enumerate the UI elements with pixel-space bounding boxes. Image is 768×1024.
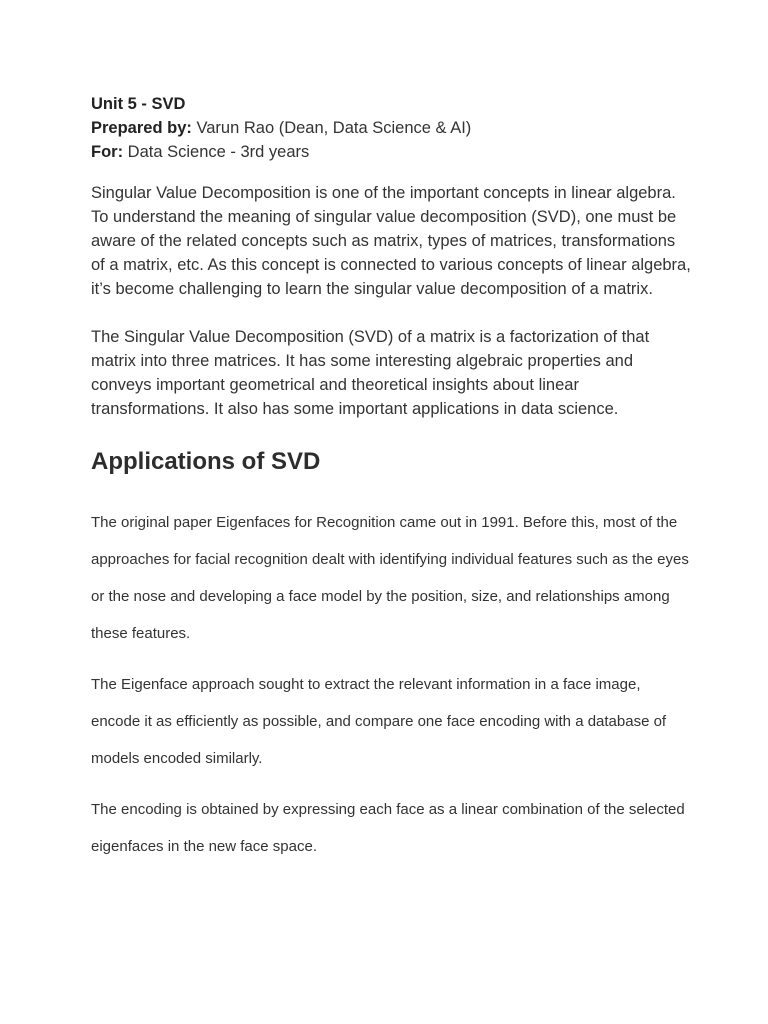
intro-paragraph-2: The Singular Value Decomposition (SVD) of a matrix is a factorization of that matrix into three matrices. It has some interesting algebraic properties and conveys important geometrical and theoretical insights about linear transformations. It also has some important applications in data science. bbox=[91, 328, 650, 418]
audience-value: Data Science - 3rd years bbox=[123, 143, 310, 161]
unit-title-line bbox=[91, 92, 691, 116]
prepared-by-value: Varun Rao (Dean, Data Science & AI) bbox=[191, 119, 472, 137]
unit-title: Unit 5 - SVD bbox=[91, 95, 186, 113]
audience-label: For: bbox=[91, 143, 124, 161]
applications-paragraph-3: The encoding is obtained by expressing each face as a linear combination of the selected eigenfaces in the new face space. bbox=[91, 801, 685, 855]
applications-paragraph-1: The original paper Eigenfaces for Recognition came out in 1991. Before this, most of the approaches for facial recognition dealt with identifying individual features such as the eyes or the nose and developing a face model by the position, size, and relationships among these features. bbox=[91, 514, 689, 642]
audience-line bbox=[91, 140, 691, 164]
prepared-by-line bbox=[91, 116, 691, 140]
document-page bbox=[91, 92, 691, 865]
prepared-by-label: Prepared by: bbox=[91, 119, 192, 137]
intro-paragraph-1: Singular Value Decomposition is one of the important concepts in linear algebra. To understand the meaning of singular value decomposition (SVD), one must be aware of the related concepts such as matrix, types of matrices, transformations of a matrix, etc. As this concept is connected to various concepts of linear algebra, it’s become challenging to learn the singular value decomposition of a matrix. bbox=[91, 184, 691, 298]
applications-paragraph-2: The Eigenface approach sought to extract the relevant information in a face image, encode it as efficiently as possible, and compare one face encoding with a database of models encoded similarly. bbox=[91, 676, 667, 767]
section-heading-applications: Applications of SVD bbox=[91, 448, 321, 475]
